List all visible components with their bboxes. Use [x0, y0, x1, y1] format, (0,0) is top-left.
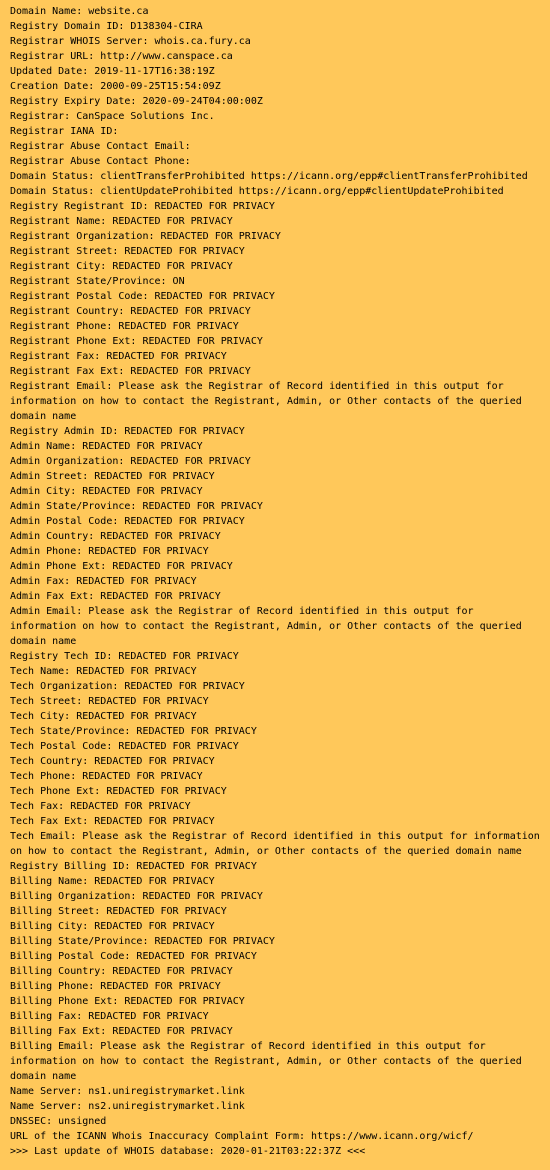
- whois-line: Registrant Fax: REDACTED FOR PRIVACY: [10, 351, 227, 362]
- whois-line: Registrar URL: http://www.canspace.ca: [10, 51, 233, 62]
- whois-line: Registrant Fax Ext: REDACTED FOR PRIVACY: [10, 366, 251, 377]
- whois-line: Tech City: REDACTED FOR PRIVACY: [10, 711, 197, 722]
- whois-line: Admin Postal Code: REDACTED FOR PRIVACY: [10, 516, 245, 527]
- whois-line: URL of the ICANN Whois Inaccuracy Complaint Form: https://www.icann.org/wicf/: [10, 1131, 474, 1142]
- whois-line: Registrant Organization: REDACTED FOR PRIVACY: [10, 231, 281, 242]
- whois-line: Admin Fax: REDACTED FOR PRIVACY: [10, 576, 197, 587]
- whois-line: Billing Organization: REDACTED FOR PRIVACY: [10, 891, 263, 902]
- whois-line: Admin Organization: REDACTED FOR PRIVACY: [10, 456, 251, 467]
- whois-line: Registry Expiry Date: 2020-09-24T04:00:00Z: [10, 96, 263, 107]
- whois-line: Billing Name: REDACTED FOR PRIVACY: [10, 876, 215, 887]
- whois-line: Name Server: ns1.uniregistrymarket.link: [10, 1086, 245, 1097]
- whois-line: Tech Country: REDACTED FOR PRIVACY: [10, 756, 215, 767]
- whois-line: Admin Phone: REDACTED FOR PRIVACY: [10, 546, 209, 557]
- whois-line: Registrar: CanSpace Solutions Inc.: [10, 111, 215, 122]
- whois-line: Registrant Phone Ext: REDACTED FOR PRIVACY: [10, 336, 263, 347]
- whois-line: Tech Phone: REDACTED FOR PRIVACY: [10, 771, 203, 782]
- whois-line: Registrant Postal Code: REDACTED FOR PRIVACY: [10, 291, 275, 302]
- whois-line: Tech Email: Please ask the Registrar of Record identified in this output for information on how to contact the Registrant, Admin, or Other contacts of the queried domain name: [10, 831, 540, 857]
- whois-line: Registrant Street: REDACTED FOR PRIVACY: [10, 246, 245, 257]
- whois-line: Registrant State/Province: ON: [10, 276, 185, 287]
- whois-line: Registrar Abuse Contact Email:: [10, 141, 191, 152]
- whois-line: Tech Fax Ext: REDACTED FOR PRIVACY: [10, 816, 215, 827]
- whois-line: Billing State/Province: REDACTED FOR PRIVACY: [10, 936, 275, 947]
- whois-line: Registrant Email: Please ask the Registrar of Record identified in this output for information on how to contact the Registrant, Admin, or Other contacts of the queried domain name: [10, 381, 522, 422]
- whois-line: Admin City: REDACTED FOR PRIVACY: [10, 486, 203, 497]
- whois-line: Domain Name: website.ca: [10, 6, 149, 17]
- whois-line: Billing Fax Ext: REDACTED FOR PRIVACY: [10, 1026, 233, 1037]
- whois-line: Billing Email: Please ask the Registrar of Record identified in this output for information on how to contact the Registrant, Admin, or Other contacts of the queried domain name: [10, 1041, 522, 1082]
- whois-line: Admin Fax Ext: REDACTED FOR PRIVACY: [10, 591, 221, 602]
- whois-line: Registry Admin ID: REDACTED FOR PRIVACY: [10, 426, 245, 437]
- whois-line: Updated Date: 2019-11-17T16:38:19Z: [10, 66, 215, 77]
- whois-line: Registrar WHOIS Server: whois.ca.fury.ca: [10, 36, 251, 47]
- whois-line: Domain Status: clientUpdateProhibited https://icann.org/epp#clientUpdateProhibited: [10, 186, 504, 197]
- whois-line: Billing Fax: REDACTED FOR PRIVACY: [10, 1011, 209, 1022]
- whois-line: Domain Status: clientTransferProhibited https://icann.org/epp#clientTransferProhibited: [10, 171, 528, 182]
- whois-line: Registrant Phone: REDACTED FOR PRIVACY: [10, 321, 239, 332]
- whois-line: Tech State/Province: REDACTED FOR PRIVACY: [10, 726, 257, 737]
- whois-line: Creation Date: 2000-09-25T15:54:09Z: [10, 81, 221, 92]
- whois-line: Name Server: ns2.uniregistrymarket.link: [10, 1101, 245, 1112]
- whois-line: Billing Phone: REDACTED FOR PRIVACY: [10, 981, 221, 992]
- whois-line: Billing Postal Code: REDACTED FOR PRIVACY: [10, 951, 257, 962]
- whois-line: Admin Street: REDACTED FOR PRIVACY: [10, 471, 215, 482]
- whois-line: Registrant Name: REDACTED FOR PRIVACY: [10, 216, 233, 227]
- whois-line: Admin State/Province: REDACTED FOR PRIVACY: [10, 501, 263, 512]
- whois-line: Registrant City: REDACTED FOR PRIVACY: [10, 261, 233, 272]
- whois-line: Tech Organization: REDACTED FOR PRIVACY: [10, 681, 245, 692]
- whois-line: Registrar Abuse Contact Phone:: [10, 156, 191, 167]
- whois-line: Tech Name: REDACTED FOR PRIVACY: [10, 666, 197, 677]
- whois-line: Registry Tech ID: REDACTED FOR PRIVACY: [10, 651, 239, 662]
- whois-line: >>> Last update of WHOIS database: 2020-01-21T03:22:37Z <<<: [10, 1146, 366, 1157]
- whois-line: Tech Phone Ext: REDACTED FOR PRIVACY: [10, 786, 227, 797]
- whois-line: DNSSEC: unsigned: [10, 1116, 107, 1127]
- whois-line: Billing City: REDACTED FOR PRIVACY: [10, 921, 215, 932]
- whois-line: Registry Billing ID: REDACTED FOR PRIVACY: [10, 861, 257, 872]
- whois-line: Admin Country: REDACTED FOR PRIVACY: [10, 531, 221, 542]
- whois-line: Registry Registrant ID: REDACTED FOR PRIVACY: [10, 201, 275, 212]
- whois-line: Admin Email: Please ask the Registrar of Record identified in this output for information on how to contact the Registrant, Admin, or Other contacts of the queried domain name: [10, 606, 522, 647]
- whois-line: Admin Phone Ext: REDACTED FOR PRIVACY: [10, 561, 233, 572]
- whois-line: Admin Name: REDACTED FOR PRIVACY: [10, 441, 203, 452]
- whois-line: Registrant Country: REDACTED FOR PRIVACY: [10, 306, 251, 317]
- whois-line: Billing Phone Ext: REDACTED FOR PRIVACY: [10, 996, 245, 1007]
- whois-line: Tech Street: REDACTED FOR PRIVACY: [10, 696, 209, 707]
- whois-line: Billing Street: REDACTED FOR PRIVACY: [10, 906, 227, 917]
- whois-line: Registry Domain ID: D138304-CIRA: [10, 21, 203, 32]
- whois-line: Billing Country: REDACTED FOR PRIVACY: [10, 966, 233, 977]
- whois-line: Tech Fax: REDACTED FOR PRIVACY: [10, 801, 191, 812]
- whois-line: Tech Postal Code: REDACTED FOR PRIVACY: [10, 741, 239, 752]
- whois-line: Registrar IANA ID:: [10, 126, 119, 137]
